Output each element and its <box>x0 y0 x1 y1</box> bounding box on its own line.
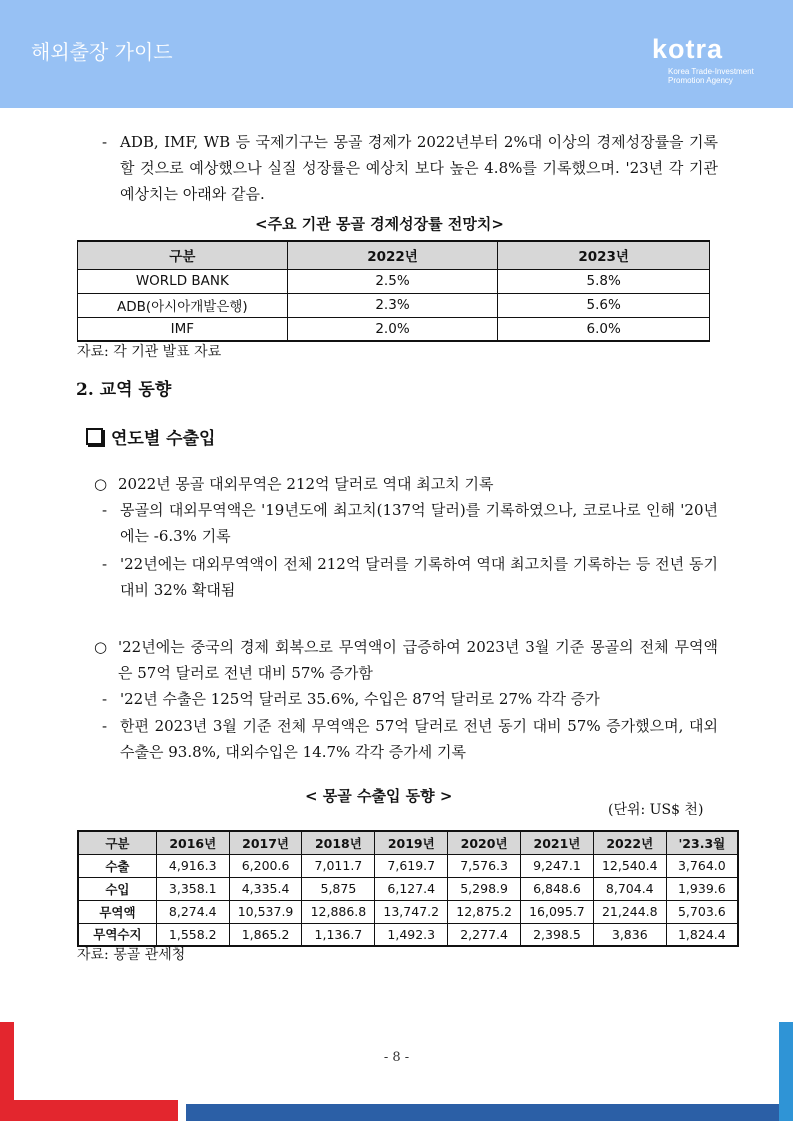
table-cell: 1,824.4 <box>666 923 738 946</box>
table-cell: 5,703.6 <box>666 900 738 923</box>
page-header <box>0 0 793 108</box>
table-cell: 2,277.4 <box>448 923 521 946</box>
page-number: - 8 - <box>383 1050 410 1065</box>
table-cell: 8,274.4 <box>156 900 229 923</box>
column-header: 2018년 <box>302 831 375 854</box>
trade-table-source: 자료: 몽골 관세청 <box>77 947 186 963</box>
table-cell: IMF <box>78 317 288 341</box>
table-row <box>78 877 738 900</box>
table-cell: 4,335.4 <box>229 877 302 900</box>
column-header: 2022년 <box>593 831 666 854</box>
forecast-table-source: 자료: 각 기관 발표 자료 <box>77 344 222 360</box>
bullet-text: 2022년 몽골 대외무역은 212억 달러로 역대 최고치 기록 <box>118 475 494 493</box>
column-header: 2022년 <box>287 241 498 269</box>
table-cell: 1,136.7 <box>302 923 375 946</box>
table-cell: 16,095.7 <box>521 900 594 923</box>
footer-bar-red <box>0 1100 178 1121</box>
checkbox-square-icon <box>86 428 103 445</box>
table-cell: 1,492.3 <box>375 923 448 946</box>
table-cell: 3,764.0 <box>666 854 738 877</box>
table-cell: 21,244.8 <box>593 900 666 923</box>
table-cell: 1,939.6 <box>666 877 738 900</box>
row-header: 무역액 <box>78 900 156 923</box>
column-header: '23.3월 <box>666 831 738 854</box>
table-cell: 12,540.4 <box>593 854 666 877</box>
bullet-item <box>94 471 718 497</box>
table-cell: 7,619.7 <box>375 854 448 877</box>
table-cell: 6,200.6 <box>229 854 302 877</box>
table-cell: 5.8% <box>498 269 710 293</box>
table-cell: 7,576.3 <box>448 854 521 877</box>
column-header: 2017년 <box>229 831 302 854</box>
table-cell: 1,558.2 <box>156 923 229 946</box>
table-cell: 6,127.4 <box>375 877 448 900</box>
forecast-table-caption: <주요 기관 몽골 경제성장률 전망치> <box>255 215 504 233</box>
table-row <box>78 923 738 946</box>
column-header: 2019년 <box>375 831 448 854</box>
bullet-item <box>102 497 718 549</box>
bullet-item <box>102 551 718 603</box>
trade-table <box>77 830 739 947</box>
trade-table-caption: < 몽골 수출입 동향 > <box>305 787 453 805</box>
footer-bar-blue <box>186 1104 793 1121</box>
table-cell: 6,848.6 <box>521 877 594 900</box>
table-cell: 2.3% <box>287 293 498 317</box>
column-header: 2023년 <box>498 241 710 269</box>
table-cell: 7,011.7 <box>302 854 375 877</box>
intro-paragraph <box>102 129 718 207</box>
bullet-mark: - <box>102 717 108 735</box>
table-cell: 5,875 <box>302 877 375 900</box>
table-cell: 3,836 <box>593 923 666 946</box>
table-cell: 5,298.9 <box>448 877 521 900</box>
bullet-text: 몽골의 대외무역액은 '19년도에 최고치(137억 달러)를 기록하였으나, 코로나로 인해 '20년에는 -6.3% 기록 <box>120 501 718 545</box>
bullet-item <box>102 713 718 765</box>
forecast-table <box>77 240 710 342</box>
subsection-title <box>86 424 215 449</box>
table-cell: 12,875.2 <box>448 900 521 923</box>
row-header: 수입 <box>78 877 156 900</box>
table-row <box>78 269 710 293</box>
bullet-item <box>94 634 718 686</box>
logo-subtitle-line1: Korea Trade-Investment <box>668 67 754 76</box>
table-cell: 5.6% <box>498 293 710 317</box>
bullet-mark: ○ <box>94 638 108 656</box>
logo-wordmark: kotra <box>652 34 724 64</box>
kotra-logo <box>650 34 780 94</box>
table-header-row <box>78 241 710 269</box>
table-cell: 2,398.5 <box>521 923 594 946</box>
table-row <box>78 854 738 877</box>
column-header: 구분 <box>78 241 288 269</box>
bullet-text: '22년에는 중국의 경제 회복으로 무역액이 급증하여 2023년 3월 기준 몽골의 전체 무역액은 57억 달러로 전년 대비 57% 증가함 <box>118 638 718 682</box>
table-row <box>78 317 710 341</box>
bullet-mark: - <box>102 690 108 708</box>
trade-table-unit: (단위: US$ 천) <box>608 802 704 818</box>
bullet-mark: - <box>102 501 108 519</box>
bullet-mark: - <box>102 133 108 151</box>
bullet-text: 한편 2023년 3월 기준 전체 무역액은 57억 달러로 전년 동기 대비 57% 증가했으며, 대외 수출은 93.8%, 대외수입은 14.7% 각각 증가세 기록 <box>120 717 718 761</box>
table-cell: 2.5% <box>287 269 498 293</box>
bullet-text: '22년 수출은 125억 달러로 35.6%, 수입은 87억 달러로 27% 각각 증가 <box>120 690 600 708</box>
bullet-item <box>102 686 718 712</box>
table-cell: 6.0% <box>498 317 710 341</box>
column-header: 구분 <box>78 831 156 854</box>
bullet-mark: ○ <box>94 475 108 493</box>
table-cell: 13,747.2 <box>375 900 448 923</box>
section-title: 2. 교역 동향 <box>76 380 172 400</box>
subsection-label: 연도별 수출입 <box>111 429 216 449</box>
column-header: 2020년 <box>448 831 521 854</box>
header-title: 해외출장 가이드 <box>31 40 173 64</box>
table-row <box>78 900 738 923</box>
table-cell: ADB(아시아개발은행) <box>78 293 288 317</box>
table-cell: 10,537.9 <box>229 900 302 923</box>
table-cell: 8,704.4 <box>593 877 666 900</box>
table-cell: 12,886.8 <box>302 900 375 923</box>
intro-text: ADB, IMF, WB 등 국제기구는 몽골 경제가 2022년부터 2%대 이상의 경제성장률을 기록할 것으로 예상했으나 실질 성장률은 예상치 보다 높은 4.8%를 기록했으며. '23년 각 기관 예상치는 아래와 같음. <box>120 133 718 203</box>
logo-subtitle-line2: Promotion Agency <box>668 76 733 85</box>
row-header: 수출 <box>78 854 156 877</box>
row-header: 무역수지 <box>78 923 156 946</box>
bullet-text: '22년에는 대외무역액이 전체 212억 달러를 기록하여 역대 최고치를 기록하는 등 전년 동기 대비 32% 확대됨 <box>120 555 718 599</box>
column-header: 2016년 <box>156 831 229 854</box>
table-cell: 4,916.3 <box>156 854 229 877</box>
table-header-row <box>78 831 738 854</box>
table-cell: 3,358.1 <box>156 877 229 900</box>
table-cell: 1,865.2 <box>229 923 302 946</box>
column-header: 2021년 <box>521 831 594 854</box>
table-cell: 9,247.1 <box>521 854 594 877</box>
table-cell: WORLD BANK <box>78 269 288 293</box>
bullet-mark: - <box>102 555 108 573</box>
table-row <box>78 293 710 317</box>
footer-accent-right <box>779 1022 793 1121</box>
table-cell: 2.0% <box>287 317 498 341</box>
